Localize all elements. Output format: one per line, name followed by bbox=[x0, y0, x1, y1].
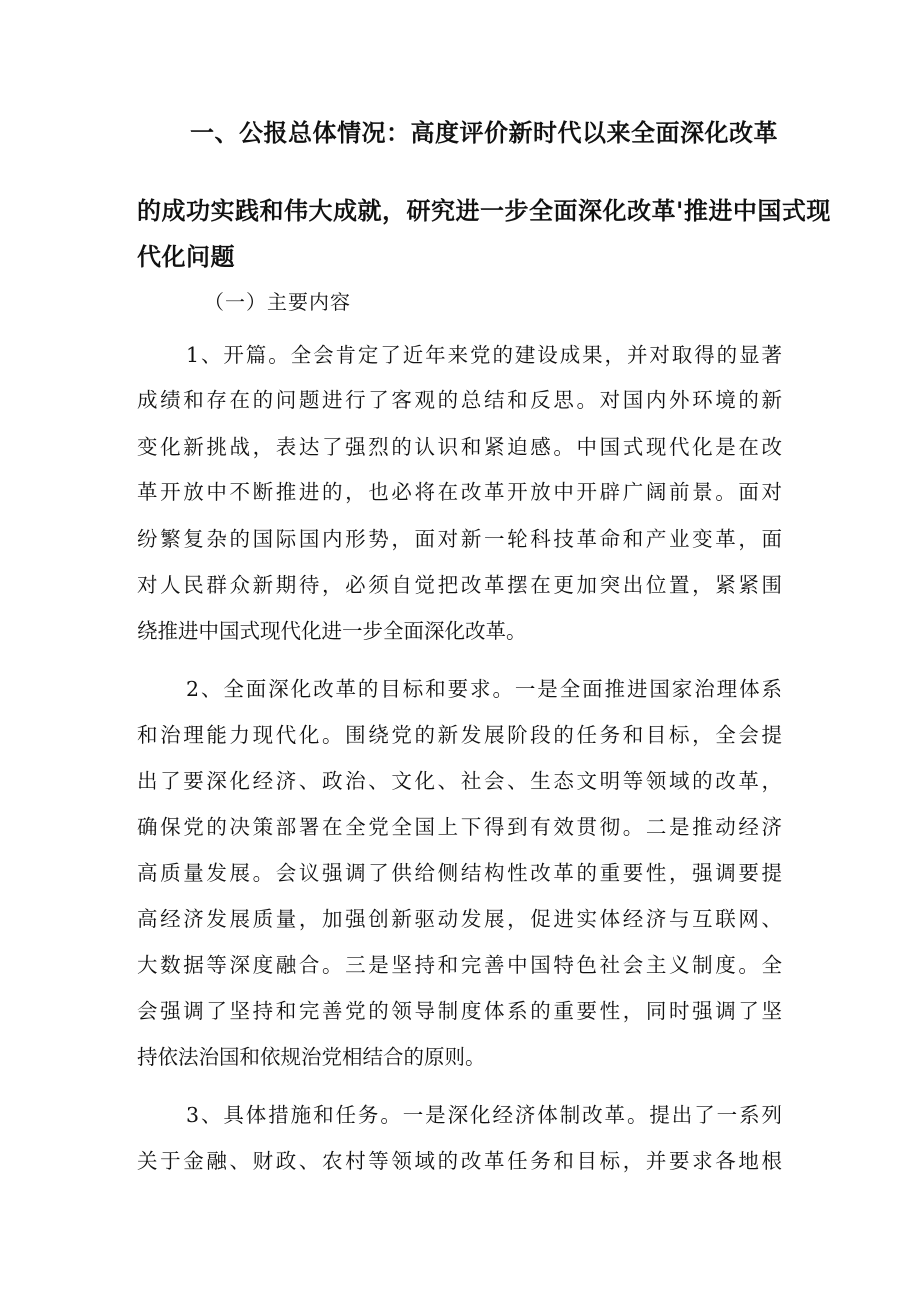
paragraph-1-line-2: 成绩和存在的问题进行了客观的总结和反思。对国内外环境的新 bbox=[137, 388, 782, 412]
section-heading-line-1: 一、公报总体情况：高度评价新时代以来全面深化改革 bbox=[190, 119, 778, 147]
paragraph-3-line-2: 关于金融、财政、农村等领域的改革任务和目标，并要求各地根 bbox=[137, 1149, 782, 1173]
paragraph-2-line-2: 和治理能力现代化。围绕党的新发展阶段的任务和目标，全会提 bbox=[137, 723, 782, 747]
paragraph-2-line-9: 持依法治国和依规治党相结合的原则。 bbox=[137, 1045, 486, 1069]
paragraph-1-line-7: 绕推进中国式现代化进一步全面深化改革。 bbox=[137, 619, 527, 643]
paragraph-1-line-4: 革开放中不断推进的，也必将在改革开放中开辟广阔前景。面对 bbox=[137, 480, 782, 504]
paragraph-2-line-5: 高质量发展。会议强调了供给侧结构性改革的重要性，强调要提 bbox=[137, 861, 782, 885]
paragraph-2-line-7: 大数据等深度融合。三是坚持和完善中国特色社会主义制度。全 bbox=[137, 953, 782, 977]
paragraph-1-line-1: 1、开篇。全会肯定了近年来党的建设成果，并对取得的显著 bbox=[186, 343, 782, 367]
paragraph-2-line-6: 高经济发展质量，加强创新驱动发展，促进实体经济与互联网、 bbox=[137, 907, 782, 931]
paragraph-1-line-5: 纷繁复杂的国际国内形势，面对新一轮科技革命和产业变革，面 bbox=[137, 527, 782, 551]
paragraph-1-line-6: 对人民群众新期待，必须自觉把改革摆在更加突出位置，紧紧围 bbox=[137, 573, 782, 597]
paragraph-2-line-1: 2、全面深化改革的目标和要求。一是全面推进国家治理体系 bbox=[186, 677, 782, 701]
paragraph-2-line-4: 确保党的决策部署在全党全国上下得到有效贯彻。二是推动经济 bbox=[137, 815, 782, 839]
section-heading-line-3: 代化问题 bbox=[137, 243, 235, 271]
section-heading-line-2: 的成功实践和伟大成就，研究进一步全面深化改革'推进中国式现 bbox=[137, 197, 831, 225]
subsection-heading: （一）主要内容 bbox=[204, 290, 351, 314]
paragraph-3-line-1: 3、具体措施和任务。一是深化经济体制改革。提出了一系列 bbox=[186, 1103, 782, 1127]
paragraph-2-line-8: 会强调了坚持和完善党的领导制度体系的重要性，同时强调了坚 bbox=[137, 999, 782, 1023]
paragraph-2-line-3: 出了要深化经济、政治、文化、社会、生态文明等领域的改革， bbox=[137, 769, 782, 793]
paragraph-1-line-3: 变化新挑战，表达了强烈的认识和紧迫感。中国式现代化是在改 bbox=[137, 435, 782, 459]
